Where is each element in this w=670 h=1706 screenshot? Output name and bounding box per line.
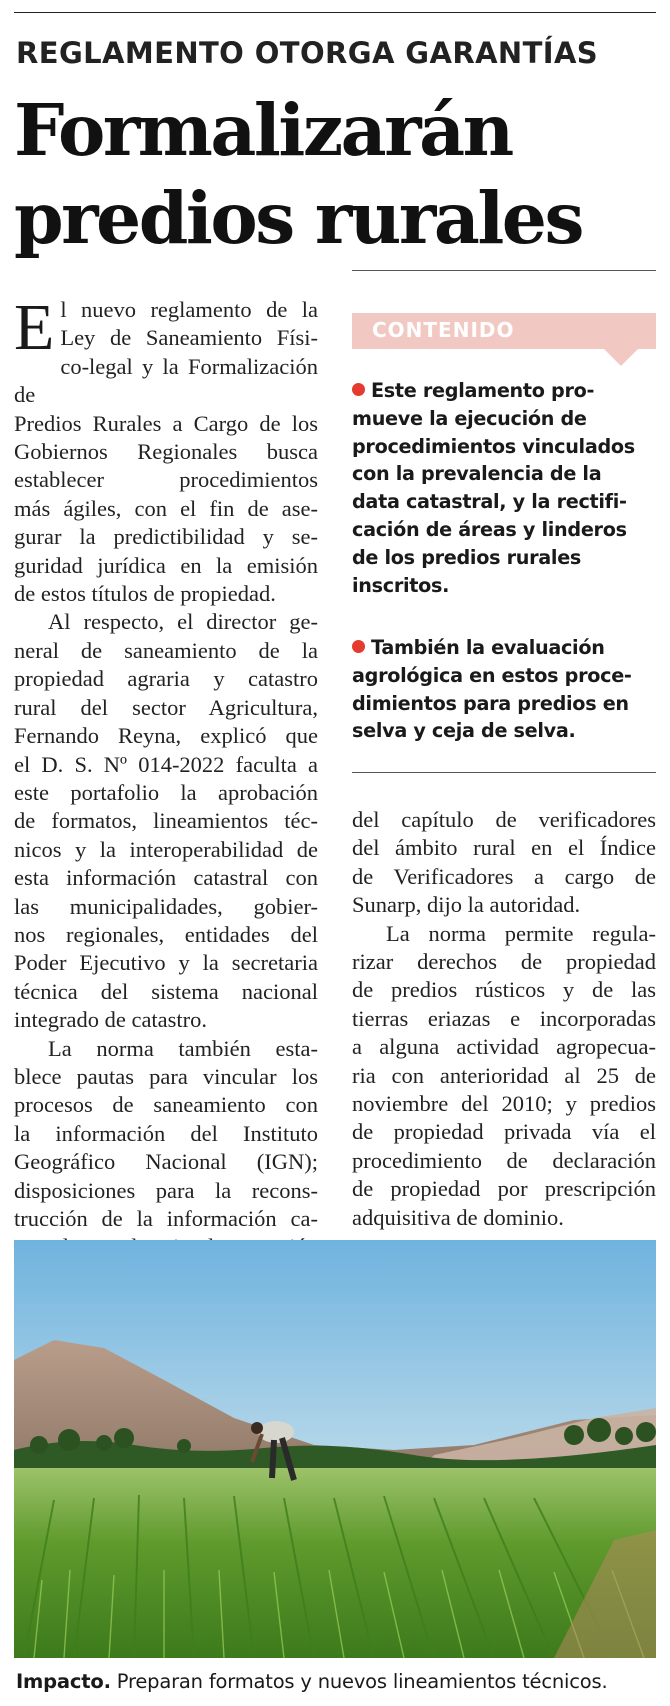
farm-field-photo (14, 1240, 656, 1658)
bullet-line: También la evaluación (352, 634, 658, 662)
body-line: este portafolio la aprobación (14, 779, 318, 805)
bullet-line: procedimientos vinculados (352, 434, 635, 458)
body-line: Gobiernos Regionales busca (14, 439, 318, 465)
caption-text: Preparan formatos y nuevos lineamientos técnicos. (110, 1670, 608, 1693)
body-line: neral de saneamiento de la (14, 637, 318, 663)
body-line: La norma permite regula- (386, 920, 656, 946)
body-line: rizar derechos de propiedad (352, 949, 656, 975)
caption-lead: Impacto. (16, 1670, 111, 1693)
sidebar-top-rule (352, 270, 656, 271)
body-line: propiedad agraria y catastro (14, 666, 318, 692)
body-line: nos regionales, entidades del (14, 921, 318, 947)
sidebar-bottom-rule (352, 772, 656, 773)
farm-photo-illustration (14, 1240, 656, 1658)
sidebar-label: CONTENIDO (372, 318, 515, 342)
body-column-right (352, 806, 656, 1232)
body-line: co-legal y la Formalización de (14, 353, 318, 408)
top-rule (14, 12, 656, 13)
bullet-dot-icon (352, 640, 365, 653)
headline-line-1: Formalizarán (14, 88, 512, 172)
body-line: de formatos, lineamientos téc- (14, 808, 318, 834)
body-line: guridad jurídica en la emisión (14, 552, 318, 578)
bullet-line: mueve la ejecución de (352, 406, 587, 430)
bullet-line: Este reglamento pro- (352, 377, 658, 405)
label-notch (604, 349, 638, 366)
body-line: ria con anterioridad al 25 de (352, 1062, 656, 1088)
body-line: rural del sector Agricultura, (14, 694, 318, 720)
body-line: del ámbito rural en el Índice (352, 835, 656, 861)
body-line: l nuevo reglamento de la (60, 297, 318, 322)
body-line: Fernando Reyna, explicó que (14, 723, 318, 749)
body-line: esta información catastral con (14, 865, 318, 891)
bullet-line: de los predios rurales (352, 545, 582, 569)
photo-caption (16, 1670, 607, 1693)
body-line: de propiedad privada vía el (352, 1119, 656, 1145)
body-line: disposiciones para la recons- (14, 1177, 318, 1203)
body-line: Poder Ejecutivo y la secretaria (14, 950, 318, 976)
body-line: más ágiles, con el fin de ase- (14, 495, 318, 521)
body-line: blece pautas para vincular los (14, 1063, 318, 1089)
body-line: establecer procedimientos (14, 467, 318, 493)
body-line: adquisitiva de dominio. (352, 1204, 564, 1230)
body-line: Geográfico Nacional (IGN); (14, 1149, 318, 1175)
body-line: integrado de catastro. (14, 1007, 208, 1033)
body-line: de estos títulos de propiedad. (14, 581, 276, 607)
body-line: de propiedad por prescripción (352, 1176, 656, 1202)
body-line: Predios Rurales a Cargo de los (14, 410, 318, 436)
bullet-dot-icon (352, 383, 365, 396)
bullet-line: selva y ceja de selva. (352, 719, 576, 743)
body-line: la información del Instituto (14, 1120, 318, 1146)
bullet-line: con la prevalencia de la (352, 462, 602, 486)
body-line: gurar la predictibilidad y se- (14, 524, 318, 550)
drop-cap: E (14, 291, 55, 364)
body-line: Sunarp, dijo la autoridad. (352, 892, 581, 918)
bullet-line: data catastral, y la rectifi- (352, 490, 627, 514)
body-line: a alguna actividad agropecua- (352, 1034, 656, 1060)
bullet-line: cación de áreas y linderos (352, 517, 627, 541)
bullet-line: inscritos. (352, 573, 450, 597)
bullet-line: agrológica en estos proce- (352, 663, 632, 687)
body-line: trucción de la información ca- (14, 1206, 318, 1231)
body-column-left (14, 291, 318, 1262)
body-line: noviembre del 2010; y predios (352, 1091, 656, 1117)
body-line: nicos y la interoperabilidad de (14, 836, 318, 862)
body-line: el D. S. Nº 014-2022 faculta a (14, 751, 318, 777)
bullet-line: dimientos para predios en (352, 691, 629, 715)
body-line: tierras eriazas e incorporadas (352, 1005, 656, 1031)
body-line: procedimiento de declaración (352, 1147, 656, 1173)
body-line: procesos de saneamiento con (14, 1092, 318, 1118)
body-line: Ley de Saneamiento Físi- (60, 325, 318, 351)
body-line: las municipalidades, gobier- (14, 893, 318, 919)
body-line: La norma también esta- (48, 1035, 318, 1061)
body-line: del capítulo de verificadores (352, 807, 656, 832)
sidebar-bullet-1 (352, 377, 658, 599)
body-line: de Verificadores a cargo de (352, 863, 656, 889)
kicker: REGLAMENTO OTORGA GARANTÍAS (16, 36, 599, 70)
headline (14, 86, 582, 262)
body-line: de predios rústicos y de las (352, 977, 656, 1003)
headline-line-2: predios rurales (14, 176, 582, 260)
sidebar-bullet-2 (352, 634, 658, 745)
body-line: Al respecto, el director ge- (48, 609, 318, 635)
body-line: técnica del sistema nacional (14, 978, 318, 1004)
sidebar-label-box (352, 313, 656, 349)
